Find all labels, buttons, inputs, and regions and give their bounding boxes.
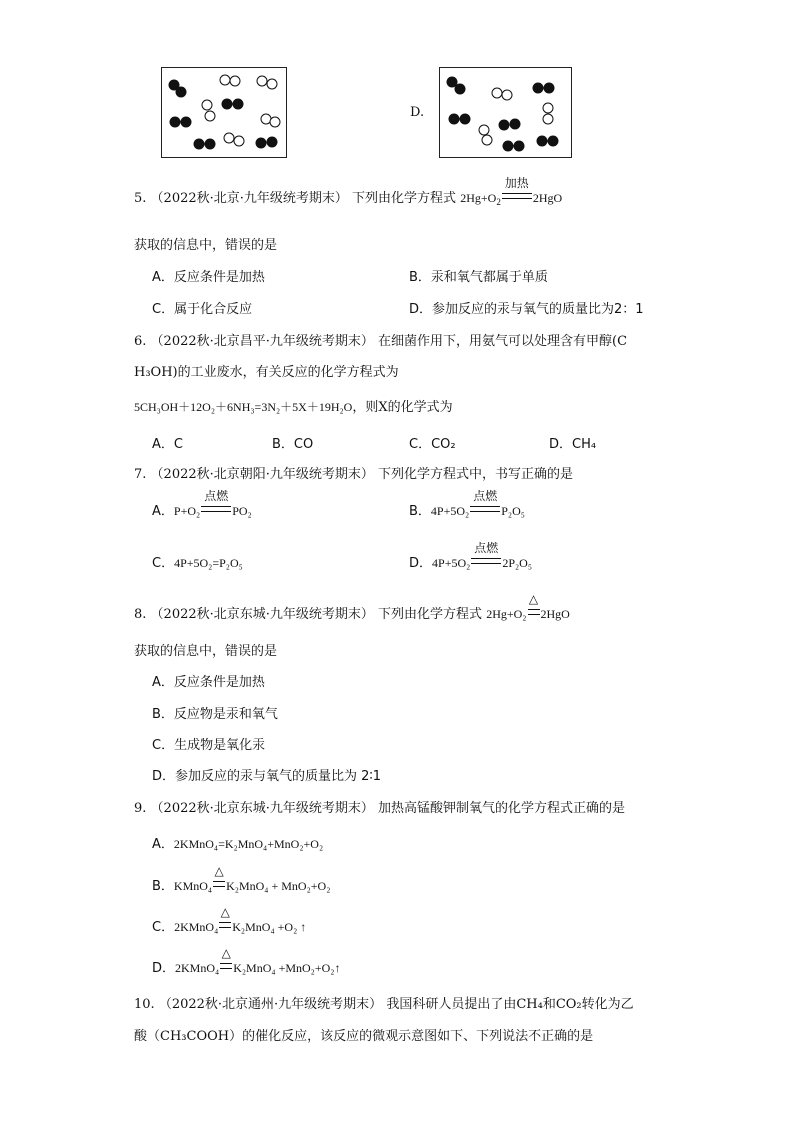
question-6-line [134, 330, 627, 349]
question-number: 6. [134, 334, 147, 349]
diagram-box-c [161, 67, 287, 158]
question-equation-line [134, 396, 453, 415]
question-7-line [134, 463, 573, 482]
option-c[interactable]: C．属于化合反应 [152, 302, 253, 317]
question-stem: 下列由化学方程式 [352, 191, 457, 206]
option-d[interactable]: D．参加反应的汞与氧气的质量比为2：1 [409, 302, 644, 317]
option-d[interactable]: D．参加反应的汞与氧气的质量比为 2∶1 [152, 769, 382, 784]
question-number: 10. [134, 997, 155, 1012]
chemical-equation: 2Hg+O₂ △ 2HgO [486, 592, 570, 621]
option-d-label: D. [410, 105, 425, 120]
question-stem-tail: ，则X的化学式为 [352, 400, 453, 415]
question-stem: 下列化学方程式中，书写正确的是 [378, 467, 574, 482]
option-a[interactable]: A．P+O₂ 点燃 PO₂ [152, 489, 252, 519]
molecule-diagram-c [162, 68, 286, 157]
question-number: 9. [134, 801, 147, 816]
option-b[interactable]: B．反应物是汞和氧气 [152, 707, 278, 722]
option-a[interactable]: A．2KMnO₄=K₂MnO₄+MnO₂+O₂ [152, 837, 324, 852]
option-c[interactable]: C．4P+5O₂=P₂O₅ [152, 556, 243, 571]
question-stem-continued: 获取的信息中，错误的是 [134, 644, 278, 659]
question-number: 8. [134, 607, 147, 622]
chemical-equation: $2Hg+O_2$ 加热 2HgO [460, 176, 563, 207]
diagram-box-d [439, 67, 572, 158]
molecule-diagram-d [440, 68, 571, 157]
question-stem-continued: H₃OH)的工业废水，有关反应的化学方程式为 [134, 365, 399, 380]
question-stem: 我国科研人员提出了由CH₄和CO₂转化为乙 [386, 997, 634, 1012]
option-b[interactable]: B．CO [272, 437, 314, 452]
question-source: （2022秋·北京通州·九年级统考期末） [158, 997, 383, 1012]
question-source: （2022秋·北京朝阳·九年级统考期末） [150, 467, 374, 482]
option-c[interactable]: C．2KMnO₄ △ K₂MnO₄ +O₂ ↑ [152, 905, 307, 935]
option-d[interactable]: D．2KMnO₄ △ K₂MnO₄ +MnO₂+O₂↑ [152, 946, 341, 976]
option-c[interactable]: C．CO₂ [409, 437, 456, 452]
question-9-line [134, 797, 625, 816]
option-d[interactable]: D．CH₄ [549, 437, 597, 452]
option-b[interactable]: B．4P+5O₂ 点燃 P₂O₅ [409, 489, 525, 519]
question-stem-continued: 酸（CH₃COOH）的催化反应，该反应的微观示意图如下、下列说法不正确的是 [134, 1029, 594, 1044]
question-source: （2022秋·北京东城·九年级统考期末） [150, 801, 374, 816]
option-a[interactable]: A．反应条件是加热 [152, 270, 265, 285]
question-stem: 下列由化学方程式 [378, 607, 483, 622]
option-c[interactable]: C．生成物是氧化汞 [152, 738, 266, 753]
option-a[interactable]: A．C [152, 437, 183, 452]
question-number: 7. [134, 467, 147, 482]
option-b[interactable]: B．汞和氧气都属于单质 [409, 270, 548, 285]
question-stem-continued: 获取的信息中，错误的是 [134, 238, 278, 253]
option-a[interactable]: A．反应条件是加热 [152, 675, 265, 690]
question-source: （2022秋·北京·九年级统考期末） [150, 191, 348, 206]
question-source: （2022秋·北京昌平·九年级统考期末） [150, 334, 374, 349]
option-b[interactable]: B．KMnO₄ △ K₂MnO₄ + MnO₂+O₂ [152, 864, 331, 894]
question-source: （2022秋·北京东城·九年级统考期末） [150, 607, 374, 622]
question-10-line [134, 993, 634, 1012]
chemical-equation: 5CH₃OH＋12O₂＋6NH₃=3N₂＋5X＋19H₂O [134, 400, 353, 414]
question-5-line [134, 176, 563, 207]
option-d[interactable]: D．4P+5O₂ 点燃 2P₂O₅ [409, 541, 533, 571]
question-number: 5. [134, 191, 147, 206]
question-8-line [134, 592, 570, 622]
question-stem: 在细菌作用下，用氨气可以处理含有甲醇(C [378, 334, 628, 349]
question-stem: 加热高锰酸钾制氧气的化学方程式正确的是 [378, 801, 626, 816]
